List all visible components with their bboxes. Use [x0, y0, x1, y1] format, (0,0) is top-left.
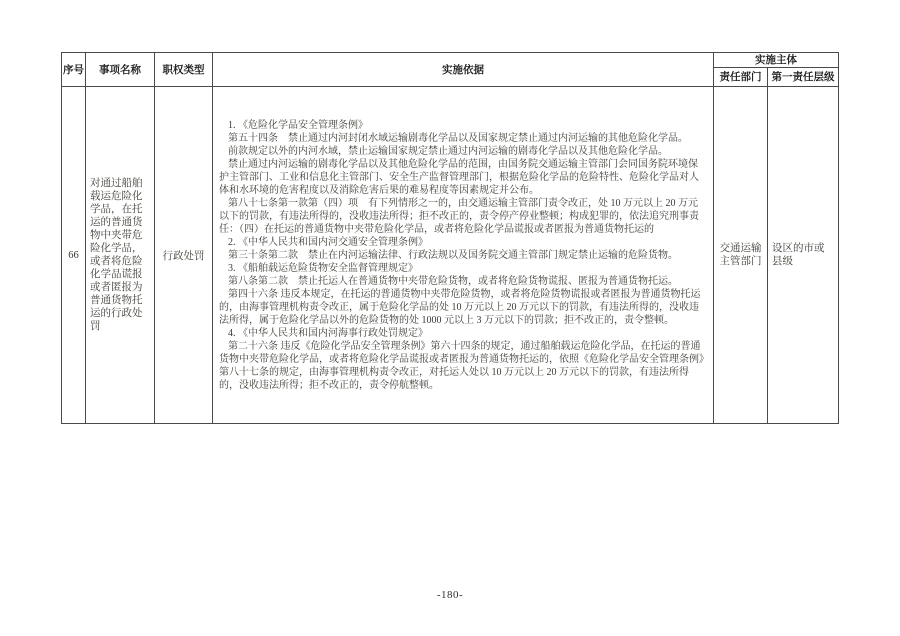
- header-responsibility-level: 第一责任层级: [768, 68, 839, 87]
- basis-paragraph: 2. 《中华人民共和国内河交通安全管理条例》: [228, 236, 428, 248]
- header-item-name: 事项名称: [86, 53, 155, 87]
- basis-paragraph: 禁止通过内河运输的剧毒化学品以及其他危险化学品的范围，由国务院交通运输主管部门会同国务院环境保护主管部门、工业和信息化主管部门、安全生产监督管理部门，根据危险化学品的危险特性、危险化学品对人体和水环境的危害程度以及消除危害后果的难易程度等因素规定并公布。: [219, 158, 699, 196]
- item-name-cell: 对通过船舶载运危险化学品，在托运的普通货物中夹带危险化学品，或者将危险化学品谎报或者匿报为普通货物托运的行政处罚: [86, 87, 155, 424]
- header-power-type: 职权类型: [155, 53, 213, 87]
- power-list-table: [61, 52, 839, 424]
- header-serial-number: 序号: [62, 53, 86, 87]
- responsibility-level-cell: 设区的市或县级: [768, 87, 839, 424]
- basis-paragraph: 第三十条第二款 禁止在内河运输法律、行政法规以及国务院交通主管部门规定禁止运输的危险货物。: [228, 249, 678, 261]
- header-responsible-dept: 责任部门: [714, 68, 768, 87]
- serial-number-cell: 66: [62, 87, 86, 424]
- power-type-cell: 行政处罚: [155, 87, 213, 424]
- basis-paragraph: 1. 《危险化学品安全管理条例》: [228, 119, 368, 131]
- basis-paragraph: 3. 《船舶载运危险货物安全监督管理规定》: [228, 262, 418, 274]
- page-number: -180-: [436, 589, 464, 601]
- basis-paragraph: 第二十六条 违反《危险化学品安全管理条例》第六十四条的规定，通过船舶载运危险化学品，在托运的普通货物中夹带危险化学品，或者将危险化学品谎报或者匿报为普通货物托运的，依照《危险化学品安全管理条例》第八十七条的规定，由海事管理机构责令改正，对托运人处以 10 万元以上 20 万元以下的罚款，有违法所得的，没收违法所得；拒不改正的，责令停航整顿。: [219, 340, 704, 391]
- header-implementation-basis: 实施依据: [213, 53, 714, 87]
- responsible-dept-cell: 交通运输主管部门: [714, 87, 768, 424]
- table-row-item-66: [62, 87, 839, 424]
- basis-paragraph: 第五十四条 禁止通过内河封闭水域运输剧毒化学品以及国家规定禁止通过内河运输的其他危险化学品。: [228, 132, 688, 144]
- basis-paragraph: 第八条第二款 禁止托运人在普通货物中夹带危险货物，或者将危险货物谎报、匿报为普通货物托运。: [228, 275, 678, 287]
- basis-paragraph: 第八十七条第一款第（四）项 有下列情形之一的，由交通运输主管部门责令改正，处 10 万元以上 20 万元以下的罚款，有违法所得的，没收违法所得；拒不改正的，责令停产停业整顿；构成犯罪的，依法追究刑事责任：（四）在托运的普通货物中夹带危险化学品，或者将危险化学品谎报或者匿报为普通货物托运的: [219, 197, 699, 235]
- basis-paragraph: 第四十六条 违反本规定，在托运的普通货物中夹带危险货物，或者将危险货物谎报或者匿报为普通货物托运的，由海事管理机构责令改正，属于危险化学品的处 10 万元以上 20 万元以下的罚款，有违法所得的，没收违法所得，属于危险化学品以外的危险货物的处 1000 元以上 3 万元以下的罚款；拒不改正的，责令整顿。: [219, 288, 701, 326]
- basis-paragraph: 前款规定以外的内河水域，禁止运输国家规定禁止通过内河运输的剧毒化学品以及其他危险化学品。: [228, 145, 668, 157]
- implementation-basis-cell: [213, 87, 714, 424]
- header-implementation-subject: 实施主体: [714, 53, 839, 68]
- basis-paragraph: 4. 《中华人民共和国内河海事行政处罚规定》: [228, 327, 428, 339]
- header-row-1: [62, 53, 839, 68]
